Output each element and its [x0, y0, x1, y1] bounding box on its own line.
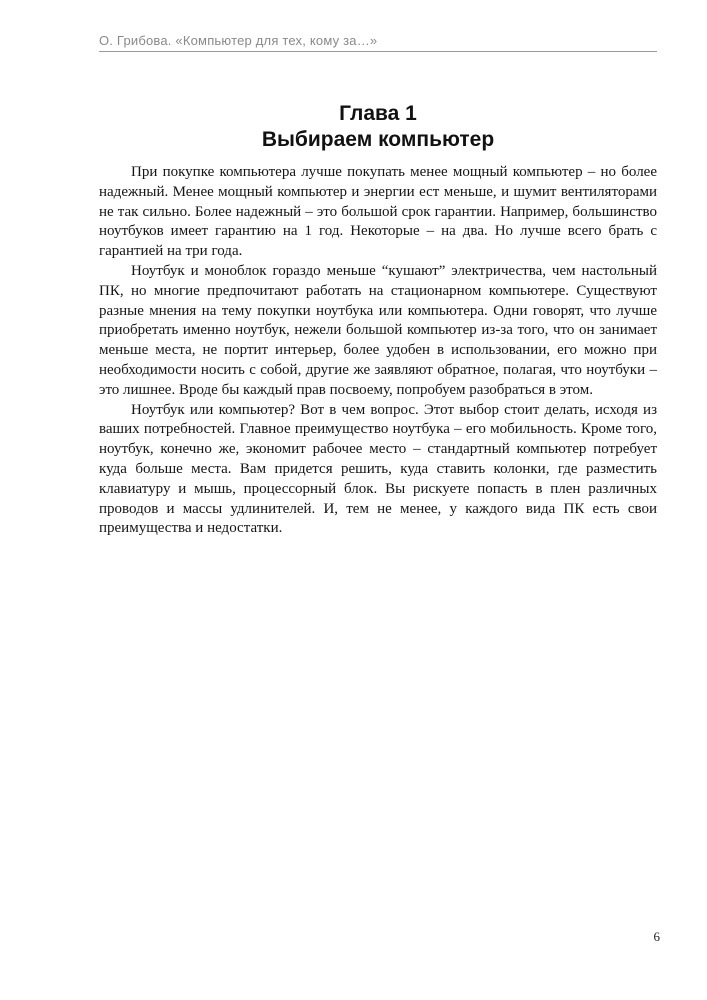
paragraph: Ноутбук или компьютер? Вот в чем вопрос. Этот выбор стоит делать, исходя из ваших потребностей. Главное преимущество ноутбука – его мобильность. Кроме того, ноутбук, конечно же, экономит рабочее место – стандартный компьютер потребует куда больше места. Вам придется решить, куда ставить колонки, где разместить клавиатуру и мышь, процессорный блок. Вы рискуете попасть в плен различных проводов и массы удлинителей. И, тем не менее, у каждого вида ПК есть свои преимущества и недостатки. — [99, 401, 657, 537]
running-header: О. Грибова. «Компьютер для тех, кому за…» — [99, 33, 378, 48]
paragraph: При покупке компьютера лучше покупать менее мощный компьютер – но более надежный. Менее мощный компьютер и энергии ест меньше, и шумит вентиляторами не так сильно. Более надежный – это большой срок гарантии. Например, большинство ноутбуков имеет гарантию на 1 год. Некоторые – на два. Но лучше всего брать с гарантией на три года. — [99, 164, 657, 260]
header-divider — [99, 51, 657, 52]
paragraph: Ноутбук и моноблок гораздо меньше “кушают” электричества, чем настольный ПК, но многие предпочитают работать на стационарном компьютере. Существуют разные мнения на тему покупки ноутбука или компьютера. Одни говорят, что лучше приобретать именно ноутбук, нежели большой компьютер из-за того, что он занимает меньше места, не портит интерьер, более удобен в использовании, его можно при необходимости носить с собой, другие же заявляют обратное, полагая, что ноутбуки – это лишнее. Вроде бы каждый прав посвоему, попробуем разобраться в этом. — [99, 262, 657, 398]
chapter-title: Выбираем компьютер — [261, 128, 495, 151]
page-number: 6 — [653, 929, 660, 944]
chapter-body — [99, 163, 657, 539]
chapter-number: Глава 1 — [339, 102, 417, 125]
chapter-heading — [99, 101, 657, 153]
